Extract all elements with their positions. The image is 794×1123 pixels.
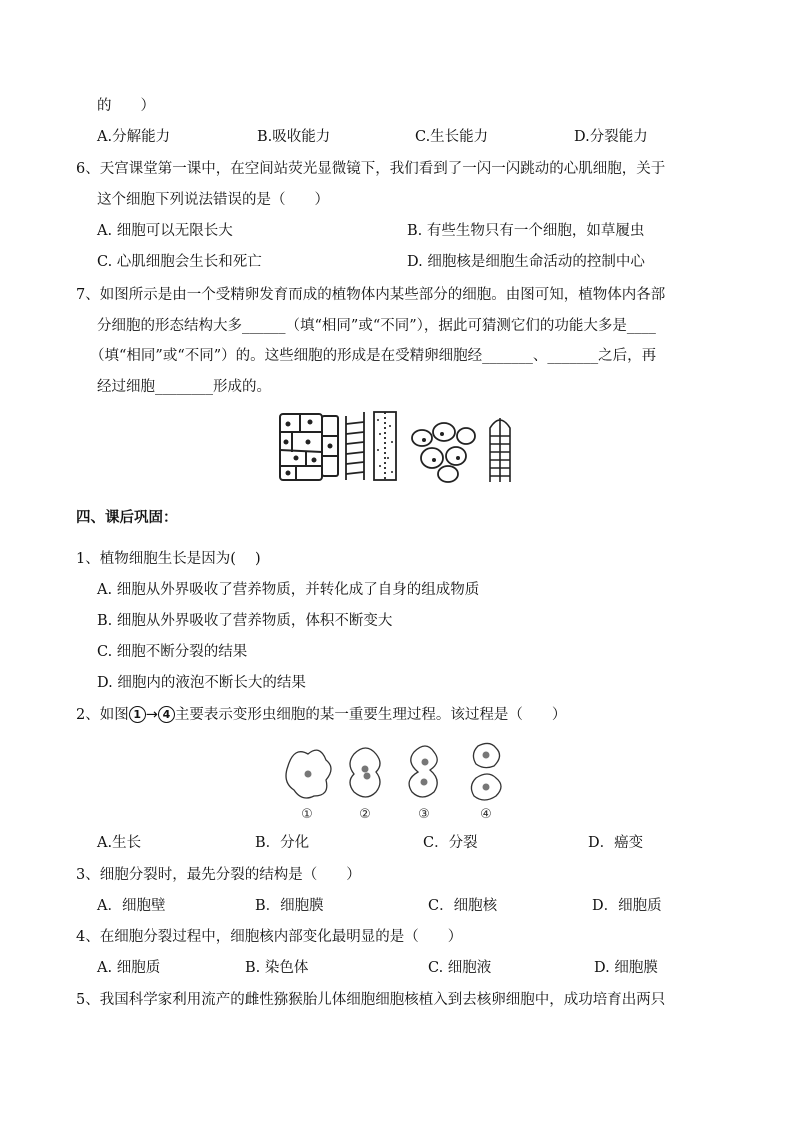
q7-stem-line3: （填“相同”或“不同”）的。这些细胞的形成是在受精卵细胞经_______、_______之后，再 — [90, 348, 657, 364]
p2-arrow: → — [145, 707, 158, 723]
p5-stem: 5、我国科学家利用流产的雌性猕猴胎儿体细胞细胞核植入到去核卵细胞中，成功培育出两只 — [76, 992, 666, 1008]
p2-stem-prefix: 2、如图 — [76, 707, 129, 723]
amoeba-nuclei — [305, 752, 490, 791]
root-tip-cells-drawing — [490, 418, 510, 482]
figure-label-2: ② — [359, 807, 371, 822]
figure-label-1: ① — [301, 807, 313, 822]
p3-options — [97, 896, 717, 916]
p1-option-b[interactable]: B. 细胞从外界吸收了营养物质，体积不断变大 — [97, 613, 393, 629]
q7-stem-line1: 7、如图所示是由一个受精卵发育而成的植物体内某些部分的细胞。由图可知，植物体内各部 — [76, 287, 666, 303]
cell-nucleus-dots — [284, 420, 333, 476]
p4-stem: 4、在细胞分裂过程中，细胞核内部变化最明显的是（ ） — [76, 929, 463, 945]
p4-option-d[interactable]: D. 细胞膜 — [594, 960, 658, 976]
p3-option-c[interactable]: C．细胞核 — [428, 898, 498, 914]
p2-stem — [76, 705, 566, 725]
p1-stem: 1、植物细胞生长是因为( ) — [76, 551, 261, 567]
q6-option-b[interactable]: B. 有些生物只有一个细胞，如草履虫 — [407, 223, 645, 239]
plant-cells-figure — [276, 410, 524, 486]
q7-stem-line4: 经过细胞________形成的。 — [97, 379, 271, 395]
q6-options-row2 — [97, 252, 717, 272]
p2-options — [97, 833, 717, 853]
amoeba-outlines — [286, 743, 501, 800]
p3-option-b[interactable]: B．细胞膜 — [255, 898, 324, 914]
p3-option-d[interactable]: D．细胞质 — [592, 898, 662, 914]
p2-option-b[interactable]: B．分化 — [255, 835, 310, 851]
figure-label-4: ④ — [480, 807, 492, 822]
p2-circle-1: 1 — [129, 706, 146, 723]
q5-stem-tail: 的 ） — [97, 98, 155, 114]
q5-option-d[interactable]: D.分裂能力 — [574, 129, 648, 145]
p2-stem-suffix: 主要表示变形虫细胞的某一重要生理过程。该过程是（ ） — [174, 707, 567, 723]
p1-option-d[interactable]: D. 细胞内的液泡不断长大的结果 — [97, 675, 306, 691]
q5-option-b[interactable]: B.吸收能力 — [257, 129, 331, 145]
p4-option-b[interactable]: B. 染色体 — [245, 960, 309, 976]
q5-option-c[interactable]: C.生长能力 — [415, 129, 489, 145]
figure-stage-labels — [301, 807, 492, 822]
p4-options — [97, 958, 717, 978]
q7-stem-line2: 分细胞的形态结构大多______（填“相同”或“不同”），据此可猜测它们的功能大多是____ — [97, 318, 656, 334]
p1-option-a[interactable]: A. 细胞从外界吸收了营养物质，并转化成了自身的组成物质 — [97, 582, 480, 598]
p2-option-a[interactable]: A.生长 — [97, 835, 142, 851]
p2-option-c[interactable]: C．分裂 — [423, 835, 478, 851]
q6-options-row1 — [97, 221, 717, 241]
q5-options — [97, 127, 717, 147]
amoeba-division-figure — [280, 740, 516, 822]
p2-option-d[interactable]: D．癌变 — [588, 835, 644, 851]
q6-stem-line1: 6、天宫课堂第一课中，在空间站荧光显微镜下，我们看到了一闪一闪跳动的心肌细胞，关于 — [76, 161, 666, 177]
section-4-title: 四、课后巩固： — [76, 509, 178, 526]
p1-option-c[interactable]: C. 细胞不断分裂的结果 — [97, 644, 248, 660]
p2-circle-4: 4 — [158, 706, 175, 723]
amoeba-stage-3 — [409, 746, 437, 797]
figure-label-3: ③ — [418, 807, 430, 822]
p3-option-a[interactable]: A．细胞壁 — [97, 898, 166, 914]
q6-option-d[interactable]: D. 细胞核是细胞生命活动的控制中心 — [407, 254, 645, 270]
p3-stem: 3、细胞分裂时，最先分裂的结构是（ ） — [76, 867, 361, 883]
p4-option-c[interactable]: C. 细胞液 — [428, 960, 492, 976]
q6-stem-line2: 这个细胞下列说法错误的是（ ） — [97, 192, 329, 208]
p4-option-a[interactable]: A. 细胞质 — [97, 960, 161, 976]
q6-option-a[interactable]: A. 细胞可以无限长大 — [97, 223, 233, 239]
vessel-drawing — [346, 412, 396, 480]
q6-option-c[interactable]: C. 心肌细胞会生长和死亡 — [97, 254, 262, 270]
q5-option-a[interactable]: A.分解能力 — [97, 129, 171, 145]
round-cells-drawing — [412, 423, 475, 482]
